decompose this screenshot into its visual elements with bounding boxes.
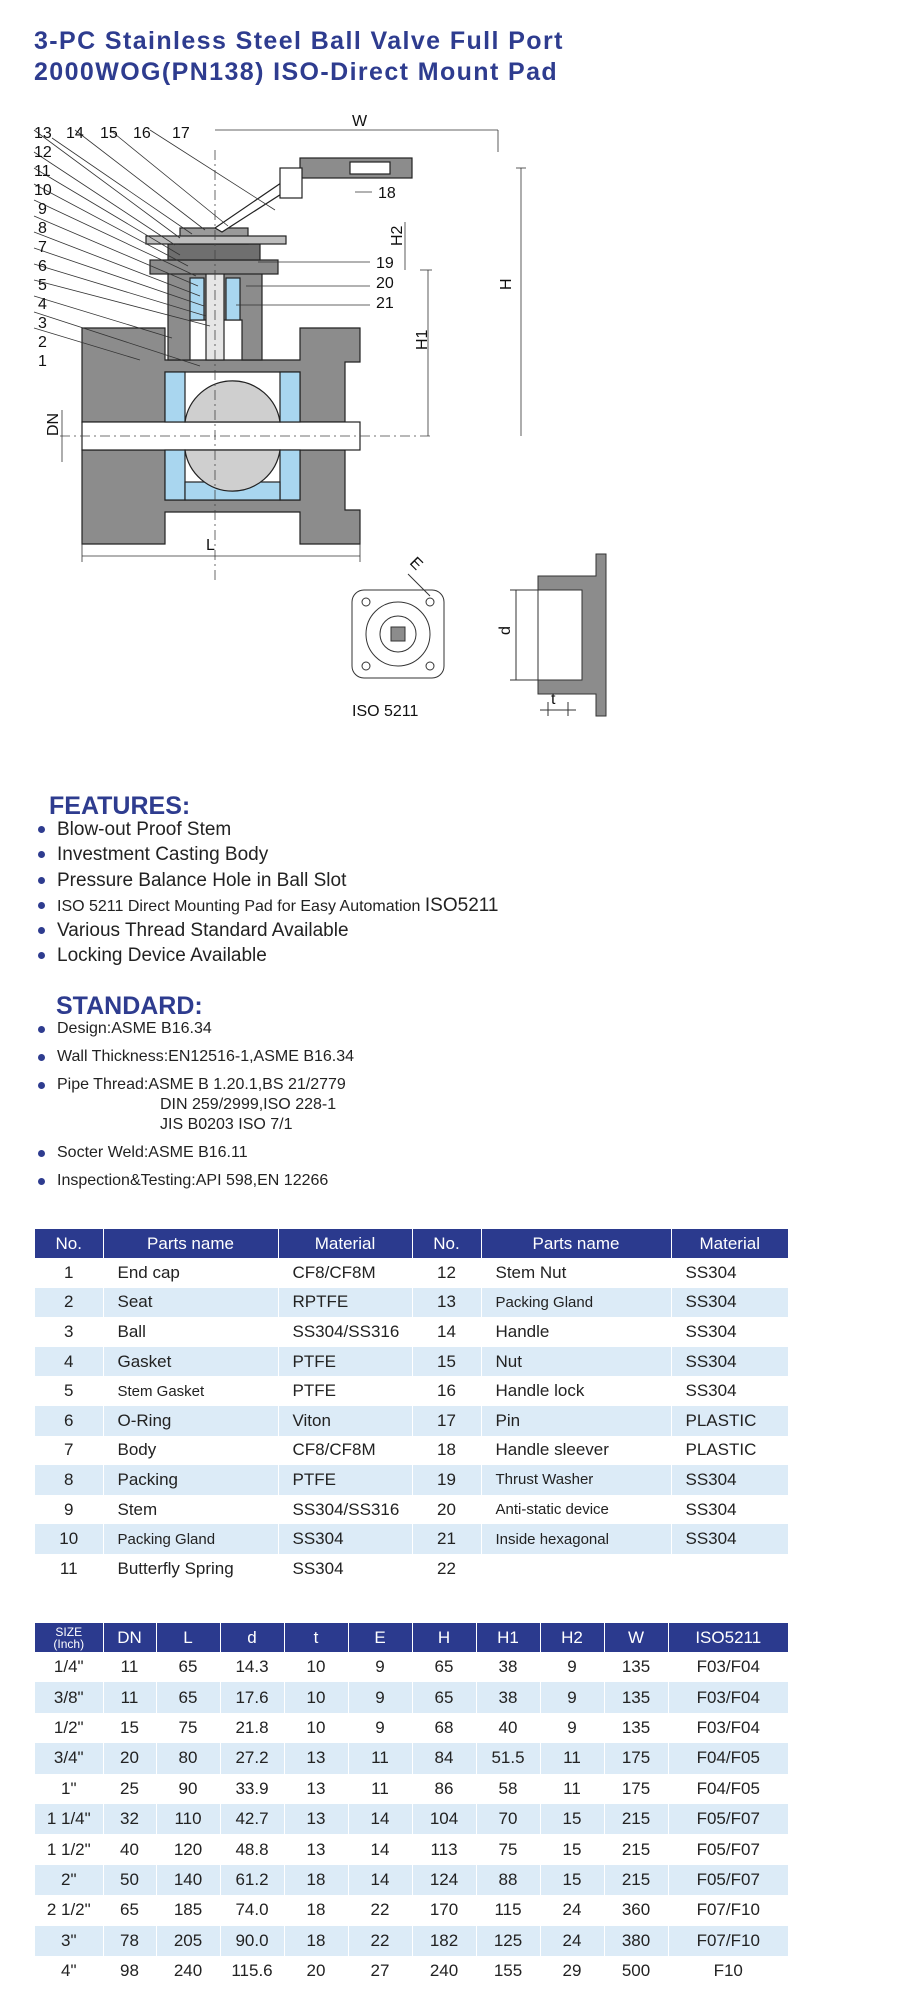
- cell-h2: 24: [540, 1895, 604, 1925]
- cell-h: 65: [412, 1682, 476, 1712]
- cell-l: 120: [156, 1834, 220, 1864]
- cell-size: 4": [35, 1956, 103, 1986]
- cell-h1: 70: [476, 1804, 540, 1834]
- cell-d: 115.6: [220, 1956, 284, 1986]
- part-no: 13: [412, 1288, 481, 1318]
- dim-label-E: E: [406, 554, 426, 574]
- part-name: Stem: [103, 1495, 278, 1525]
- part-material: SS304/SS316: [278, 1317, 412, 1347]
- cell-h1: 88: [476, 1865, 540, 1895]
- col-header-h1: H1: [476, 1623, 540, 1652]
- part-name: Inside hexagonal: [481, 1524, 671, 1554]
- cell-l: 140: [156, 1865, 220, 1895]
- features-list: [38, 817, 499, 969]
- part-material: CF8/CF8M: [278, 1436, 412, 1466]
- cell-e: 11: [348, 1774, 412, 1804]
- part-no: 19: [412, 1465, 481, 1495]
- cell-e: 14: [348, 1865, 412, 1895]
- part-no: 2: [35, 1288, 103, 1318]
- cell-w: 215: [604, 1804, 668, 1834]
- feature-item: Pressure Balance Hole in Ball Slot: [38, 868, 499, 893]
- part-label-6: 6: [38, 258, 47, 275]
- feature-iso-text: ISO 5211 Direct Mounting Pad for Easy Automation: [57, 897, 421, 915]
- cell-h: 65: [412, 1652, 476, 1682]
- cell-w: 360: [604, 1895, 668, 1925]
- cell-l: 65: [156, 1682, 220, 1712]
- table-row: [35, 1495, 788, 1525]
- part-no: 22: [412, 1554, 481, 1584]
- part-label-15: 15: [100, 125, 118, 142]
- dim-label-DN: DN: [45, 412, 62, 436]
- standard-list: [38, 1019, 354, 1199]
- table-row: [35, 1682, 788, 1712]
- cell-l: 90: [156, 1774, 220, 1804]
- table-row: [35, 1436, 788, 1466]
- cell-size: 1": [35, 1774, 103, 1804]
- part-name: Nut: [481, 1347, 671, 1377]
- cell-h1: 51.5: [476, 1743, 540, 1773]
- cell-dn: 65: [103, 1895, 156, 1925]
- cell-e: 22: [348, 1895, 412, 1925]
- part-no: 15: [412, 1347, 481, 1377]
- col-header-material: Material: [671, 1229, 788, 1258]
- part-label-3: 3: [38, 315, 47, 332]
- cell-d: 21.8: [220, 1713, 284, 1743]
- part-no: 18: [412, 1436, 481, 1466]
- part-material: SS304: [685, 1262, 737, 1282]
- pipe-thread-line-1: Pipe Thread:ASME B 1.20.1,BS 21/2779: [57, 1076, 346, 1093]
- part-material: PLASTIC: [671, 1406, 788, 1436]
- cell-h2: 11: [540, 1743, 604, 1773]
- feature-item: Various Thread Standard Available: [38, 918, 499, 943]
- parts-table: [35, 1229, 788, 1584]
- table-row: [35, 1376, 788, 1406]
- dimensions-table-body: [35, 1652, 788, 1986]
- cell-t: 13: [284, 1743, 348, 1773]
- cell-h1: 40: [476, 1713, 540, 1743]
- cell-iso5211: F04/F05: [668, 1743, 788, 1773]
- cell-size: 1/2": [35, 1713, 103, 1743]
- part-label-21: 21: [376, 295, 394, 312]
- part-name: Ball: [103, 1317, 278, 1347]
- cell-dn: 50: [103, 1865, 156, 1895]
- col-header-d: d: [220, 1623, 284, 1652]
- pipe-thread-line-3: JIS B0203 ISO 7/1: [160, 1116, 293, 1133]
- cell-h2: 11: [540, 1774, 604, 1804]
- cell-d: 14.3: [220, 1652, 284, 1682]
- part-no: 3: [35, 1317, 103, 1347]
- part-material: PTFE: [278, 1347, 412, 1377]
- table-row: [35, 1524, 788, 1554]
- cell-w: 135: [604, 1682, 668, 1712]
- cell-h2: 9: [540, 1682, 604, 1712]
- cell-size: 2": [35, 1865, 103, 1895]
- size-header-line-1: SIZE: [55, 1624, 83, 1639]
- cell-h1: 155: [476, 1956, 540, 1986]
- title-line-1: 3-PC Stainless Steel Ball Valve Full Port: [34, 27, 564, 55]
- part-material: SS304: [671, 1288, 788, 1318]
- cell-iso5211: F10: [713, 1961, 743, 1981]
- dim-label-H: H: [498, 278, 515, 290]
- feature-item-iso: [38, 893, 499, 918]
- part-no: 21: [412, 1524, 481, 1554]
- cell-t: 18: [284, 1865, 348, 1895]
- col-header-size: [35, 1623, 103, 1652]
- title-line-2: 2000WOG(PN138) ISO-Direct Mount Pad: [34, 58, 559, 86]
- table-row: [35, 1956, 788, 1986]
- cell-l: 240: [156, 1956, 220, 1986]
- col-header-material: Material: [278, 1229, 412, 1258]
- cell-w: 500: [604, 1956, 668, 1986]
- part-name: Thrust Washer: [481, 1465, 671, 1495]
- part-name: Handle: [481, 1317, 671, 1347]
- part-no: 12: [412, 1258, 481, 1288]
- part-material: SS304: [671, 1347, 788, 1377]
- part-no: 14: [412, 1317, 481, 1347]
- table-row: [35, 1258, 788, 1288]
- cell-dn: 40: [103, 1834, 156, 1864]
- cell-size: 1/4": [35, 1652, 103, 1682]
- table-row: [35, 1895, 788, 1925]
- cell-w: 135: [604, 1652, 668, 1682]
- cell-iso5211: F05/F07: [668, 1865, 788, 1895]
- part-material: SS304: [685, 1321, 737, 1341]
- cell-iso5211: F05/F07: [668, 1804, 788, 1834]
- feature-iso-tail: ISO5211: [424, 894, 499, 916]
- cell-h1: 58: [476, 1774, 540, 1804]
- standard-heading: STANDARD:: [56, 992, 203, 1020]
- cell-dn: 11: [103, 1652, 156, 1682]
- feature-item: Locking Device Available: [38, 943, 499, 968]
- part-label-10: 10: [34, 182, 52, 199]
- part-no: 20: [412, 1495, 481, 1525]
- cell-l: 65: [156, 1652, 220, 1682]
- cell-h: 113: [412, 1834, 476, 1864]
- cell-e: 14: [348, 1804, 412, 1834]
- cell-h: 84: [412, 1743, 476, 1773]
- col-header-l: L: [156, 1623, 220, 1652]
- part-material: PTFE: [278, 1465, 412, 1495]
- cell-l: 110: [156, 1804, 220, 1834]
- table-row: [35, 1317, 788, 1347]
- part-name: O-Ring: [103, 1406, 278, 1436]
- cell-iso5211: F07/F10: [668, 1926, 788, 1956]
- cell-iso5211: F03/F04: [696, 1657, 760, 1677]
- cell-d: 42.7: [220, 1804, 284, 1834]
- cell-w: 380: [604, 1926, 668, 1956]
- part-material: PTFE: [278, 1376, 412, 1406]
- parts-table-header: [35, 1229, 788, 1258]
- part-name: Handle sleever: [481, 1436, 671, 1466]
- cell-h: 104: [412, 1804, 476, 1834]
- part-label-4: 4: [38, 296, 47, 313]
- part-name: Packing Gland: [103, 1524, 278, 1554]
- features-heading: FEATURES:: [49, 792, 191, 820]
- pad-side-section: [510, 554, 606, 716]
- cell-e: 9: [348, 1713, 412, 1743]
- col-header-parts-name: Parts name: [481, 1229, 671, 1258]
- cell-l: 185: [156, 1895, 220, 1925]
- cell-d: 90.0: [220, 1926, 284, 1956]
- standard-socket-weld: Socter Weld:ASME B16.11: [38, 1143, 354, 1163]
- cell-w: 215: [604, 1834, 668, 1864]
- part-label-17: 17: [172, 125, 190, 142]
- part-name: Packing Gland: [481, 1288, 671, 1318]
- dim-label-d: d: [497, 626, 514, 635]
- part-material: PLASTIC: [685, 1440, 757, 1460]
- part-label-1: 1: [38, 353, 47, 370]
- cell-t: 10: [284, 1652, 348, 1682]
- part-name: Seat: [103, 1288, 278, 1318]
- part-name: [481, 1554, 671, 1584]
- cell-h1: 75: [476, 1834, 540, 1864]
- table-row: [35, 1743, 788, 1773]
- cell-d: 17.6: [220, 1682, 284, 1712]
- cell-e: 14: [348, 1834, 412, 1864]
- cell-t: 10: [284, 1682, 348, 1712]
- dim-label-L: L: [206, 537, 215, 554]
- cell-h2: 9: [540, 1652, 604, 1682]
- part-no: 4: [35, 1347, 103, 1377]
- table-row: [35, 1713, 788, 1743]
- cell-h: 68: [412, 1713, 476, 1743]
- cell-iso5211: F04/F05: [696, 1778, 760, 1798]
- col-header-iso5211: ISO5211: [668, 1623, 788, 1652]
- dim-label-t: t: [551, 691, 556, 708]
- part-name: Stem Nut: [481, 1258, 671, 1288]
- table-row: [35, 1406, 788, 1436]
- part-no: 10: [35, 1524, 103, 1554]
- cell-h2: 15: [540, 1865, 604, 1895]
- cell-dn: 78: [103, 1926, 156, 1956]
- cell-e: 9: [348, 1682, 412, 1712]
- iso5211-pad-view: [352, 574, 444, 678]
- part-label-5: 5: [38, 277, 47, 294]
- cell-l: 205: [156, 1926, 220, 1956]
- part-label-19: 19: [376, 255, 394, 272]
- cell-t: 10: [284, 1713, 348, 1743]
- cell-l: 80: [156, 1743, 220, 1773]
- part-label-2: 2: [38, 334, 47, 351]
- table-row: [35, 1834, 788, 1864]
- table-row: [35, 1347, 788, 1377]
- cell-h2: 15: [540, 1834, 604, 1864]
- cell-size: 2 1/2": [35, 1895, 103, 1925]
- cell-h1: 115: [476, 1895, 540, 1925]
- page-title: [34, 26, 564, 88]
- cell-t: 18: [284, 1926, 348, 1956]
- cell-h2: 29: [540, 1956, 604, 1986]
- col-header-no: No.: [412, 1229, 481, 1258]
- part-label-9: 9: [38, 201, 47, 218]
- part-label-12: 12: [34, 144, 52, 161]
- dim-label-H1: H1: [414, 329, 431, 350]
- cell-h1: 125: [476, 1926, 540, 1956]
- part-material: RPTFE: [278, 1288, 412, 1318]
- cell-iso5211: F05/F07: [696, 1839, 760, 1859]
- cell-h2: 15: [540, 1804, 604, 1834]
- part-name: Anti-static device: [481, 1495, 671, 1525]
- feature-item: Blow-out Proof Stem: [38, 817, 499, 842]
- cell-size: 3/4": [35, 1743, 103, 1773]
- cell-d: 74.0: [220, 1895, 284, 1925]
- cell-h: 170: [412, 1895, 476, 1925]
- part-name: Stem Gasket: [103, 1376, 278, 1406]
- part-no: 8: [35, 1465, 103, 1495]
- part-no: 5: [35, 1376, 103, 1406]
- col-header-h: H: [412, 1623, 476, 1652]
- part-material: SS304: [685, 1381, 737, 1401]
- table-row: [35, 1554, 788, 1584]
- cell-iso5211: F03/F04: [696, 1717, 760, 1737]
- part-name: Gasket: [103, 1347, 278, 1377]
- col-header-parts-name: Parts name: [103, 1229, 278, 1258]
- part-no: 17: [412, 1406, 481, 1436]
- part-material: SS304: [671, 1524, 788, 1554]
- feature-item: Investment Casting Body: [38, 842, 499, 867]
- iso5211-caption: ISO 5211: [352, 703, 419, 720]
- cell-dn: 11: [103, 1682, 156, 1712]
- dim-label-H2: H2: [389, 225, 406, 246]
- part-no: 16: [412, 1376, 481, 1406]
- valve-technical-drawing: [0, 110, 900, 730]
- col-header-h2: H2: [540, 1623, 604, 1652]
- part-material: SS304: [685, 1499, 737, 1519]
- cell-h2: 9: [540, 1713, 604, 1743]
- cell-h1: 38: [476, 1652, 540, 1682]
- cell-dn: 15: [103, 1713, 156, 1743]
- cell-e: 9: [348, 1652, 412, 1682]
- col-header-no: No.: [35, 1229, 103, 1258]
- part-material: SS304: [671, 1465, 788, 1495]
- part-label-20: 20: [376, 275, 394, 292]
- cell-h2: 24: [540, 1926, 604, 1956]
- table-row: [35, 1774, 788, 1804]
- part-label-13: 13: [34, 125, 52, 142]
- part-label-11: 11: [34, 163, 51, 180]
- part-material: CF8/CF8M: [278, 1258, 412, 1288]
- pipe-thread-line-2: DIN 259/2999,ISO 228-1: [160, 1096, 337, 1113]
- part-name: Body: [103, 1436, 278, 1466]
- cell-d: 33.9: [220, 1774, 284, 1804]
- cell-dn: 20: [103, 1743, 156, 1773]
- table-row: [35, 1865, 788, 1895]
- cell-d: 61.2: [220, 1865, 284, 1895]
- col-header-t: t: [284, 1623, 348, 1652]
- table-row: [35, 1804, 788, 1834]
- cell-l: 75: [156, 1713, 220, 1743]
- part-no: 11: [35, 1554, 103, 1584]
- cell-h: 124: [412, 1865, 476, 1895]
- cell-dn: 25: [103, 1774, 156, 1804]
- cell-dn: 32: [103, 1804, 156, 1834]
- cell-t: 20: [284, 1956, 348, 1986]
- part-label-18: 18: [378, 185, 396, 202]
- cell-t: 13: [284, 1804, 348, 1834]
- standard-wall-thickness: Wall Thickness:EN12516-1,ASME B16.34: [38, 1047, 354, 1067]
- table-row: [35, 1652, 788, 1682]
- size-header-line-2: (Inch): [53, 1636, 85, 1651]
- table-row: [35, 1288, 788, 1318]
- cell-w: 175: [604, 1743, 668, 1773]
- dim-label-W: W: [352, 113, 368, 130]
- cell-e: 11: [348, 1743, 412, 1773]
- cell-w: 175: [604, 1774, 668, 1804]
- part-label-16: 16: [133, 125, 151, 142]
- part-label-7: 7: [38, 239, 47, 256]
- cell-w: 135: [604, 1713, 668, 1743]
- part-material: SS304: [278, 1554, 412, 1584]
- part-name: Pin: [481, 1406, 671, 1436]
- cell-t: 13: [284, 1834, 348, 1864]
- part-no: 1: [35, 1258, 103, 1288]
- col-header-e: E: [348, 1623, 412, 1652]
- part-material: Viton: [278, 1406, 412, 1436]
- cell-e: 22: [348, 1926, 412, 1956]
- cell-size: 3": [35, 1926, 103, 1956]
- standard-inspection: Inspection&Testing:API 598,EN 12266: [38, 1171, 354, 1191]
- cell-iso5211: F07/F10: [696, 1900, 760, 1920]
- part-material: SS304: [278, 1524, 412, 1554]
- cell-h: 182: [412, 1926, 476, 1956]
- standard-pipe-thread: [38, 1075, 354, 1135]
- part-no: 9: [35, 1495, 103, 1525]
- cell-h: 86: [412, 1774, 476, 1804]
- cell-h1: 38: [476, 1682, 540, 1712]
- cell-w: 215: [604, 1865, 668, 1895]
- cell-d: 27.2: [220, 1743, 284, 1773]
- part-name: Handle lock: [481, 1376, 671, 1406]
- cell-d: 48.8: [220, 1834, 284, 1864]
- part-no: 7: [35, 1436, 103, 1466]
- table-row: [35, 1465, 788, 1495]
- dimensions-table-header: [35, 1623, 788, 1652]
- table-row: [35, 1926, 788, 1956]
- part-no: 6: [35, 1406, 103, 1436]
- cell-iso5211: F03/F04: [668, 1682, 788, 1712]
- cell-dn: 98: [103, 1956, 156, 1986]
- part-name: End cap: [103, 1258, 278, 1288]
- part-name: Butterfly Spring: [103, 1554, 278, 1584]
- col-header-w: W: [604, 1623, 668, 1652]
- cell-e: 27: [348, 1956, 412, 1986]
- part-label-8: 8: [38, 220, 47, 237]
- cell-h: 240: [412, 1956, 476, 1986]
- part-name: Packing: [103, 1465, 278, 1495]
- cell-size: 1 1/4": [35, 1804, 103, 1834]
- part-material: [671, 1554, 788, 1584]
- part-label-14: 14: [66, 125, 84, 142]
- col-header-dn: DN: [103, 1623, 156, 1652]
- cell-t: 13: [284, 1774, 348, 1804]
- cell-t: 18: [284, 1895, 348, 1925]
- dimensions-table: [35, 1623, 788, 1986]
- part-material: SS304/SS316: [278, 1495, 412, 1525]
- cell-size: 3/8": [35, 1682, 103, 1712]
- cell-size: 1 1/2": [35, 1834, 103, 1864]
- standard-design: Design:ASME B16.34: [38, 1019, 354, 1039]
